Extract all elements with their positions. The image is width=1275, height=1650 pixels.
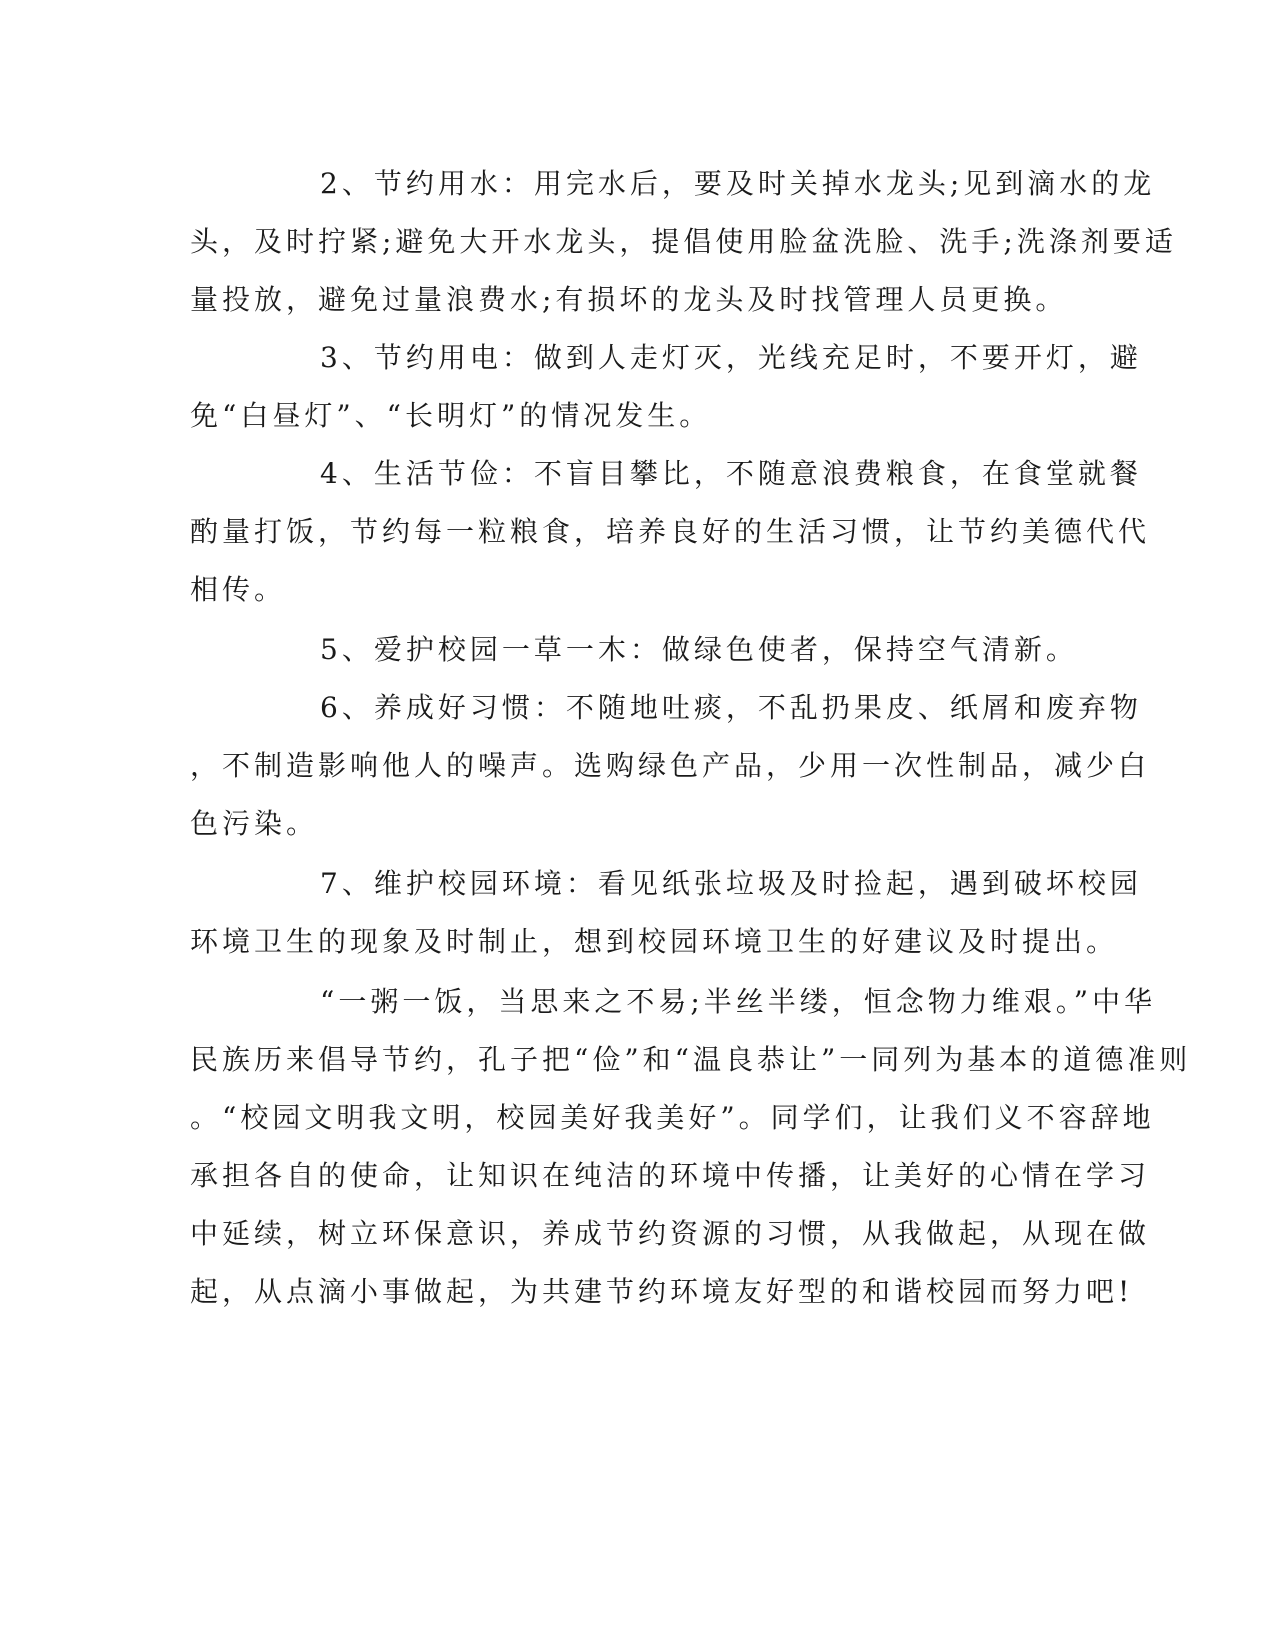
text-line: 2、节约用水：用完水后，要及时关掉水龙头;见到滴水的龙 [320,167,1156,200]
text-line: 免“白昼灯”、“长明灯”的情况发生。 [190,399,712,432]
text-line: 中延续，树立环保意识，养成节约资源的习惯，从我做起，从现在做 [190,1217,1151,1250]
text-line: 承担各自的使命，让知识在纯洁的环境中传播，让美好的心情在学习 [190,1159,1151,1192]
text-line: 量投放，避免过量浪费水;有损坏的龙头及时找管理人员更换。 [190,283,1068,316]
text-line: 7、维护校园环境：看见纸张垃圾及时捡起，遇到破坏校园 [320,867,1142,900]
text-line: 相传。 [190,573,287,606]
text-line: 酌量打饭，节约每一粒粮食，培养良好的生活习惯，让节约美德代代 [190,515,1151,548]
text-line: 5、爱护校园一草一木：做绿色使者，保持空气清新。 [320,633,1078,666]
text-line: ，不制造影响他人的噪声。选购绿色产品，少用一次性制品，减少白 [190,749,1151,782]
text-line: 4、生活节俭：不盲目攀比，不随意浪费粮食，在食堂就餐 [320,457,1142,490]
text-line: 6、养成好习惯：不随地吐痰，不乱扔果皮、纸屑和废弃物 [320,691,1142,724]
text-line: 起，从点滴小事做起，为共建节约环境友好型的和谐校园而努力吧! [190,1275,1134,1308]
text-line: 头，及时拧紧;避免大开水龙头，提倡使用脸盆洗脸、洗手;洗涤剂要适 [190,225,1177,258]
text-line: “一粥一饭，当思来之不易;半丝半缕，恒念物力维艰。”中华 [320,985,1157,1018]
text-line: 色污染。 [190,807,319,840]
text-line: 3、节约用电：做到人走灯灭，光线充足时，不要开灯，避 [320,341,1142,374]
text-line: 环境卫生的现象及时制止，想到校园环境卫生的好建议及时提出。 [190,925,1119,958]
text-line: 。“校园文明我文明，校园美好我美好”。同学们，让我们义不容辞地 [190,1101,1155,1134]
text-line: 民族历来倡导节约，孔子把“俭”和“温良恭让”一同列为基本的道德准则 [190,1043,1192,1076]
